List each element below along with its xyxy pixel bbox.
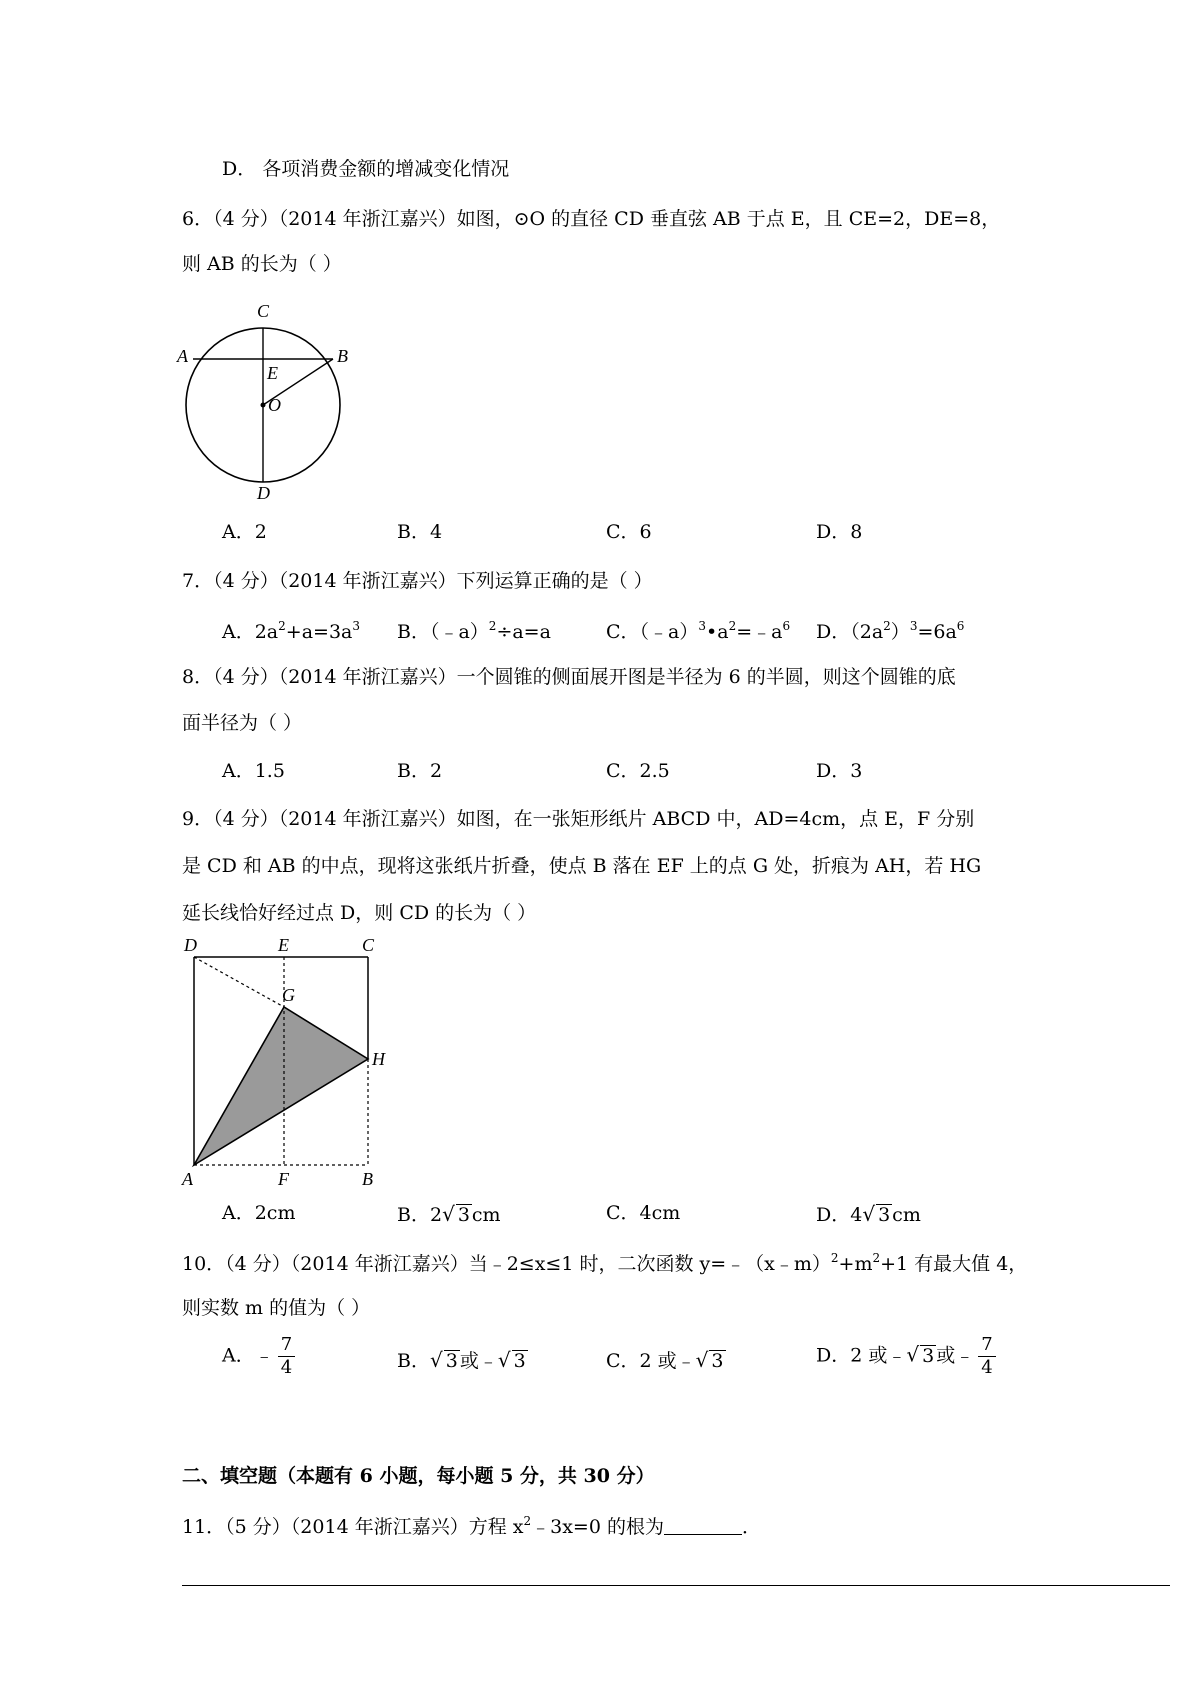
q6-option-d[interactable]: D．8 xyxy=(816,521,863,543)
answer-blank[interactable] xyxy=(664,1516,742,1535)
q8-option-d[interactable]: D．3 xyxy=(816,760,863,782)
q8-option-c[interactable]: C．2.5 xyxy=(606,760,670,782)
radical-sign-icon: √ xyxy=(695,1348,709,1372)
q9-text-line2: 是 CD 和 AB 的中点，现将这张纸片折叠，使点 B 落在 EF 上的点 G 处，折痕为 AH，若 HG xyxy=(182,855,982,877)
q9-line-dg xyxy=(194,957,284,1007)
q6-label-d: D xyxy=(257,483,270,503)
q9-option-c[interactable]: C．4cm xyxy=(606,1202,681,1224)
q7-text-line1: 7．（4 分）（2014 年浙江嘉兴）下列运算正确的是（ ） xyxy=(182,570,653,592)
q8-option-b[interactable]: B．2 xyxy=(397,760,443,782)
q10-text-line1: 10．（4 分）（2014 年浙江嘉兴）当﹣2≤x≤1 时，二次函数 $y=﹣(x﹣m)^2+m^2+1$ 有最大值 4， xyxy=(182,1251,1028,1275)
q6-text-line1: 6．（4 分）（2014 年浙江嘉兴）如图，⊙O 的直径 CD 垂直弦 AB 于点 E，且 CE=2，DE=8， xyxy=(182,208,1001,230)
q6-option-c[interactable]: C．6 xyxy=(606,521,652,543)
radical-sign-icon: √ xyxy=(429,1348,443,1372)
q6-label-e: E xyxy=(267,363,278,383)
q6-text-line2: 则 AB 的长为（ ） xyxy=(182,253,342,275)
q9-text-line1: 9．（4 分）（2014 年浙江嘉兴）如图，在一张矩形纸片 ABCD 中，AD=4cm，点 E，F 分别 xyxy=(182,808,975,830)
q6-label-c: C xyxy=(257,301,270,321)
q10-text-line2: 则实数 m 的值为（ ） xyxy=(182,1297,371,1319)
fraction: $\frac{7}{4}$ xyxy=(978,1336,995,1377)
q5-option-d: D． 各项消费金额的增减变化情况 xyxy=(222,158,510,180)
q8-text-line2: 面半径为（ ） xyxy=(182,712,303,734)
fraction: $\frac{7}{4}$ xyxy=(278,1336,295,1377)
q9-option-d[interactable]: D．4√ 3 cm xyxy=(816,1202,921,1226)
q9-folded-triangle xyxy=(194,1007,368,1165)
radical-sign-icon: √ xyxy=(442,1202,455,1226)
q9-option-a[interactable]: A．2cm xyxy=(222,1202,296,1224)
q8-text-line1: 8．（4 分）（2014 年浙江嘉兴）一个圆锥的侧面展开图是半径为 6 的半圆，则这个圆锥的底 xyxy=(182,666,956,688)
q6-label-b: B xyxy=(337,346,348,366)
radical-sign-icon: √ xyxy=(862,1202,876,1226)
q7-option-c[interactable]: C．$(﹣a)^3•a^2=﹣a^6$ xyxy=(606,619,791,643)
q7-option-a[interactable]: A．$2a^2+a=3a^3$ xyxy=(222,619,361,643)
q7-option-d[interactable]: D．$(2a^2)^3=6a^6$ xyxy=(816,619,965,643)
q6-label-a: A xyxy=(177,346,188,366)
q9-label-b: B xyxy=(362,1169,373,1189)
q6-center-dot xyxy=(261,403,266,408)
q6-label-o: O xyxy=(268,395,281,415)
footer-divider xyxy=(182,1585,1170,1586)
section-heading: 二、填空题（本题有 6 小题，每小题 5 分，共 30 分） xyxy=(182,1465,655,1487)
q9-option-b[interactable]: B．2√ 3 cm xyxy=(397,1202,501,1226)
q9-label-h: H xyxy=(372,1049,385,1069)
q6-option-b[interactable]: B．4 xyxy=(397,521,443,543)
q10-option-a[interactable]: A．﹣ $\frac{7}{4}$ xyxy=(222,1336,295,1377)
q9-label-d: D xyxy=(184,935,197,955)
q10-option-c[interactable]: C．2 或﹣√ 3 xyxy=(606,1348,724,1372)
q10-option-b[interactable]: B．√ 3 或﹣√ 3 xyxy=(397,1348,526,1372)
q6-circle-figure xyxy=(175,295,355,505)
q9-text-line3: 延长线恰好经过点 D，则 CD 的长为（ ） xyxy=(182,902,537,924)
q6-option-a[interactable]: A．2 xyxy=(222,521,267,543)
q9-rectangle-figure xyxy=(180,935,410,1195)
q8-option-a[interactable]: A．1.5 xyxy=(222,760,285,782)
q9-label-f: F xyxy=(278,1169,289,1189)
q10-option-d[interactable]: D．2 或﹣√ 3 或﹣ $\frac{7}{4}$ xyxy=(816,1336,996,1377)
q9-label-g: G xyxy=(282,985,295,1005)
q9-label-a: A xyxy=(182,1169,193,1189)
q9-label-e: E xyxy=(278,935,289,955)
q11-text: 11．（5 分）（2014 年浙江嘉兴）方程 $x^2﹣3x=0$ 的根为 ． xyxy=(182,1514,761,1538)
q7-option-b[interactable]: B．（﹣a）$^2$÷a=a xyxy=(397,619,551,643)
q9-label-c: C xyxy=(362,935,375,955)
radical-sign-icon: √ xyxy=(906,1342,920,1367)
radical-sign-icon: √ xyxy=(497,1348,511,1372)
